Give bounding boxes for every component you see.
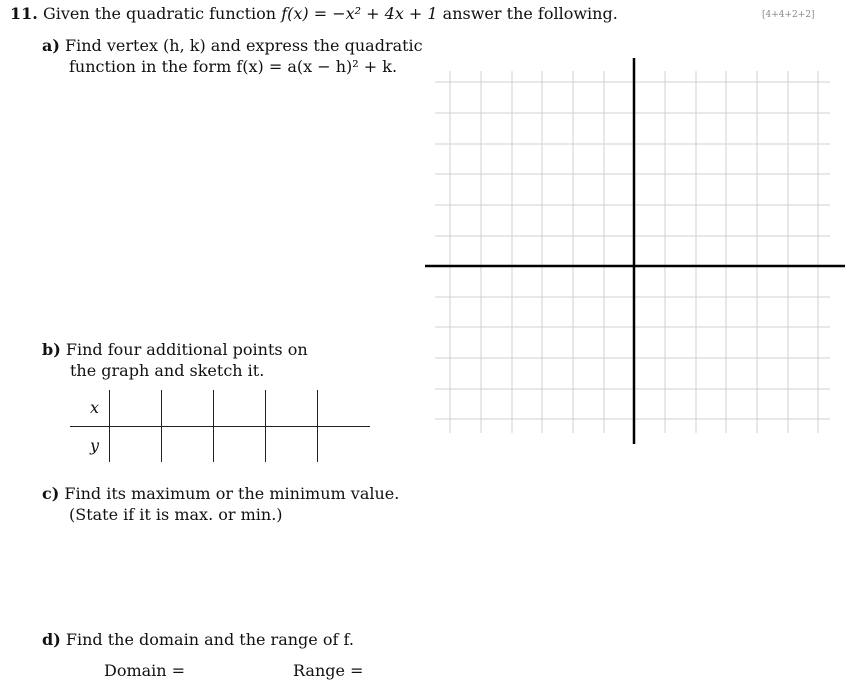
question-text: Given the quadratic function [42, 4, 282, 23]
domain-label: Domain = [104, 661, 186, 680]
part-a-label: a) [42, 36, 60, 55]
table-row-y-label: y [90, 436, 100, 455]
table-col-line [317, 390, 318, 462]
question-function: f(x) = −x² + 4x + 1 [281, 4, 438, 23]
part-d-label: d) [42, 630, 61, 649]
part-b-line1: Find four additional points on [65, 340, 308, 359]
question-text-end: answer the following. [437, 4, 618, 23]
marks-label: [4+4+2+2] [762, 10, 815, 20]
part-c [42, 484, 399, 504]
part-b [42, 340, 308, 360]
part-d [42, 630, 354, 650]
question-number: 11. [10, 4, 38, 23]
part-a [42, 36, 423, 56]
table-col-line [161, 390, 162, 462]
table-row-x-label: x [90, 398, 100, 417]
table-col-line [213, 390, 214, 462]
part-c-line2: (State if it is max. or min.) [69, 505, 283, 524]
table-col-line [109, 390, 110, 462]
range-label: Range = [293, 661, 364, 680]
part-d-line1: Find the domain and the range of f. [65, 630, 354, 649]
table-col-line [265, 390, 266, 462]
question-header [10, 4, 618, 24]
part-b-line2: the graph and sketch it. [70, 361, 265, 380]
part-b-label: b) [42, 340, 61, 359]
part-c-label: c) [42, 484, 60, 503]
part-c-line1: Find its maximum or the minimum value. [64, 484, 400, 503]
table-divider [70, 426, 370, 427]
values-table [70, 390, 370, 462]
part-a-line1: Find vertex (h, k) and express the quadratic [65, 36, 423, 55]
part-a-line2: function in the form f(x) = a(x − h)² + k. [69, 57, 398, 76]
coordinate-grid [420, 55, 850, 450]
